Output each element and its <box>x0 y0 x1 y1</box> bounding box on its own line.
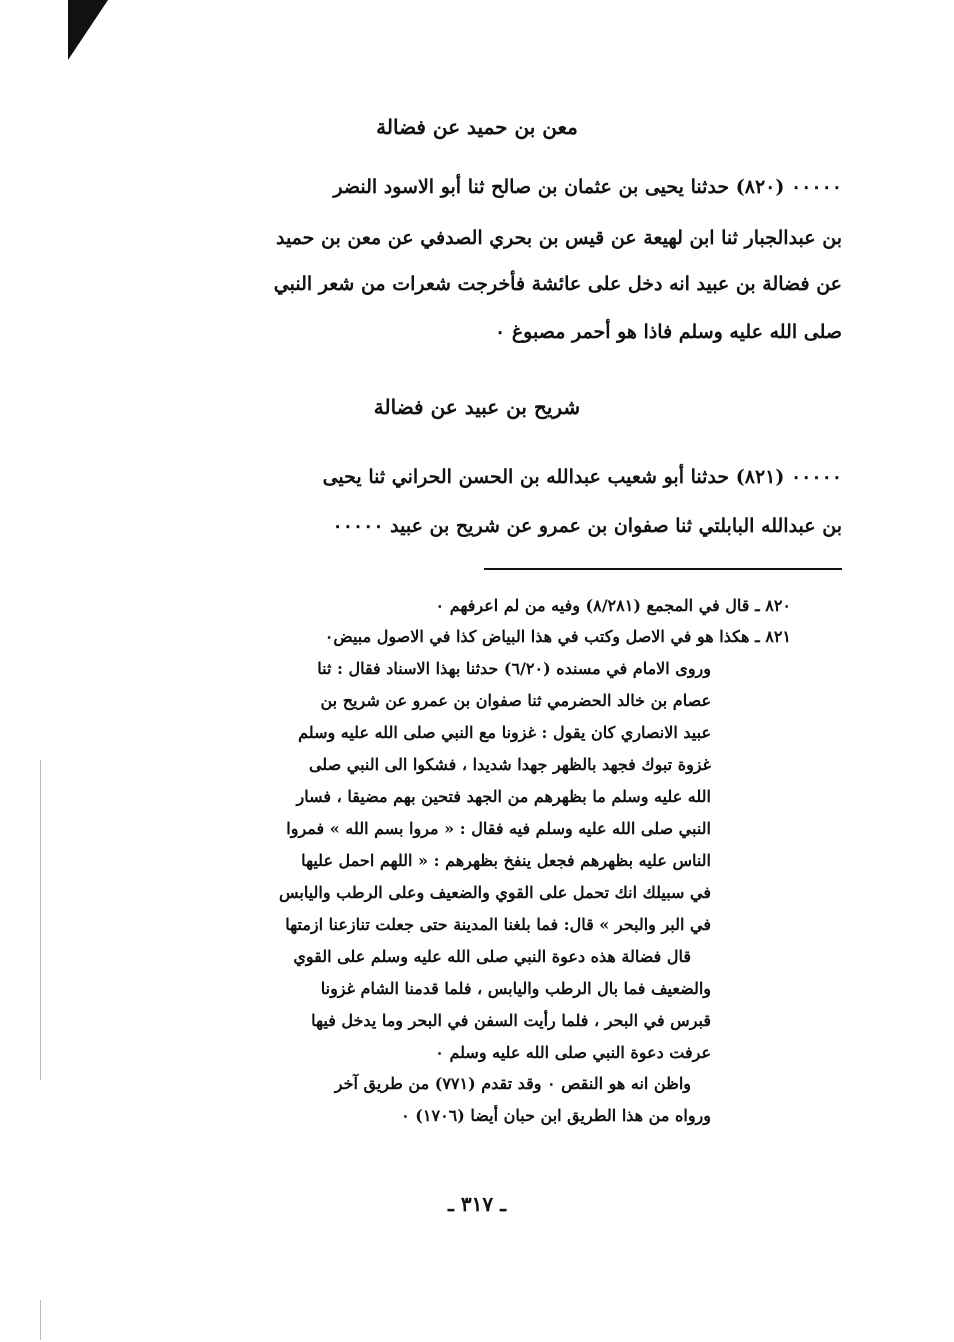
scan-edge-line <box>40 1300 41 1340</box>
footnote-divider <box>484 568 842 570</box>
hadith-821-line-2: بن عبدالله البابلتي ثنا صفوان بن عمرو عن شريح بن عبيد ٠٠٠٠٠ <box>332 515 842 537</box>
footnote-line: في سبيلك انك تحمل على القوي والضعيف وعلى الرطب واليابس <box>278 883 711 902</box>
hadith-820-line-3: عن فضالة بن عبيد انه دخل على عائشة فأخرجت شعرات من شعر النبي <box>273 273 842 295</box>
footnote-line: قبرس في البحر ، فلما رأيت السفن في البحر وما يدخل فيها <box>311 1011 711 1030</box>
hadith-821-line-1: ٠٠٠٠٠ (٨٢١) حدثنا أبو شعيب عبدالله بن الحسن الحراني ثنا يحيى <box>322 466 842 488</box>
footnote-line: غزوة تبوك فجهد بالظهر جهدا شديدا ، فشكوا الى النبي صلى <box>308 755 711 774</box>
section-heading-2: شريح بن عبيد عن فضالة <box>373 395 581 419</box>
footnote-line: ٨٢١ ـ هكذا هو في الاصل وكتب في هذا البياض كذا في الاصول مبيض٠ <box>324 627 791 646</box>
footnote-line: وروى الامام في مسنده (٦/٢٠) حدثنا بهذا الاسناد فقال : ثنا <box>317 659 711 678</box>
footnote-line: عبيد الانصاري كان يقول : غزونا مع النبي صلى الله عليه وسلم <box>298 723 711 742</box>
page-number: ـ ٣١٧ ـ <box>448 1192 506 1216</box>
section-heading-1: معن بن حميد عن فضالة <box>376 115 578 139</box>
corner-mark <box>68 0 108 60</box>
footnote-line: ٨٢٠ ـ قال في المجمع (٨/٢٨١) وفيه من لم اعرفهم ٠ <box>435 596 791 615</box>
scan-edge-line <box>40 760 41 1080</box>
hadith-820-line-2: بن عبدالجبار ثنا ابن لهيعة عن قيس بن بحري الصدفي عن معن بن حميد <box>275 227 842 249</box>
footnote-line: عرفت دعوة النبي صلى الله عليه وسلم ٠ <box>435 1043 711 1062</box>
footnote-line: ورواه من هذا الطريق ابن حبان أيضا (١٧٠٦) ٠ <box>401 1106 711 1125</box>
footnote-line: والضعيف فما بال الرطب واليابس ، فلما قدمنا الشام غزونا <box>320 979 711 998</box>
hadith-820-line-1: ٠٠٠٠٠ (٨٢٠) حدثنا يحيى بن عثمان بن صالح ثنا أبو الاسود النضر <box>333 176 842 198</box>
footnote-line: في البر والبحر » قال: فما بلغنا المدينة حتى جعلت تنازعنا ازمتها <box>285 915 711 934</box>
footnote-line: عصام بن خالد الحضرمي ثنا صفوان بن عمرو عن شريح بن <box>320 691 711 710</box>
footnote-line: قال فضالة هذه دعوة النبي صلى الله عليه وسلم على القوي <box>293 947 691 966</box>
hadith-820-line-4: صلى الله عليه وسلم فاذا هو أحمر مصبوغ ٠ <box>495 321 842 343</box>
footnote-line: النبي صلى الله عليه وسلم فيه فقال : « مروا بسم الله » فمروا <box>286 819 711 838</box>
footnote-line: الله عليه وسلم ما بظهرهم من الجهد فتحين بهم مضيقا ، فسار <box>296 787 711 806</box>
footnote-line: الناس عليه بظهرهم فجعل ينفخ بظهرهم : « اللهم احمل عليها <box>301 851 711 870</box>
footnote-line: واظن انه هو النقص ٠ وقد تقدم (٧٧١) من طريق آخر <box>334 1074 691 1093</box>
